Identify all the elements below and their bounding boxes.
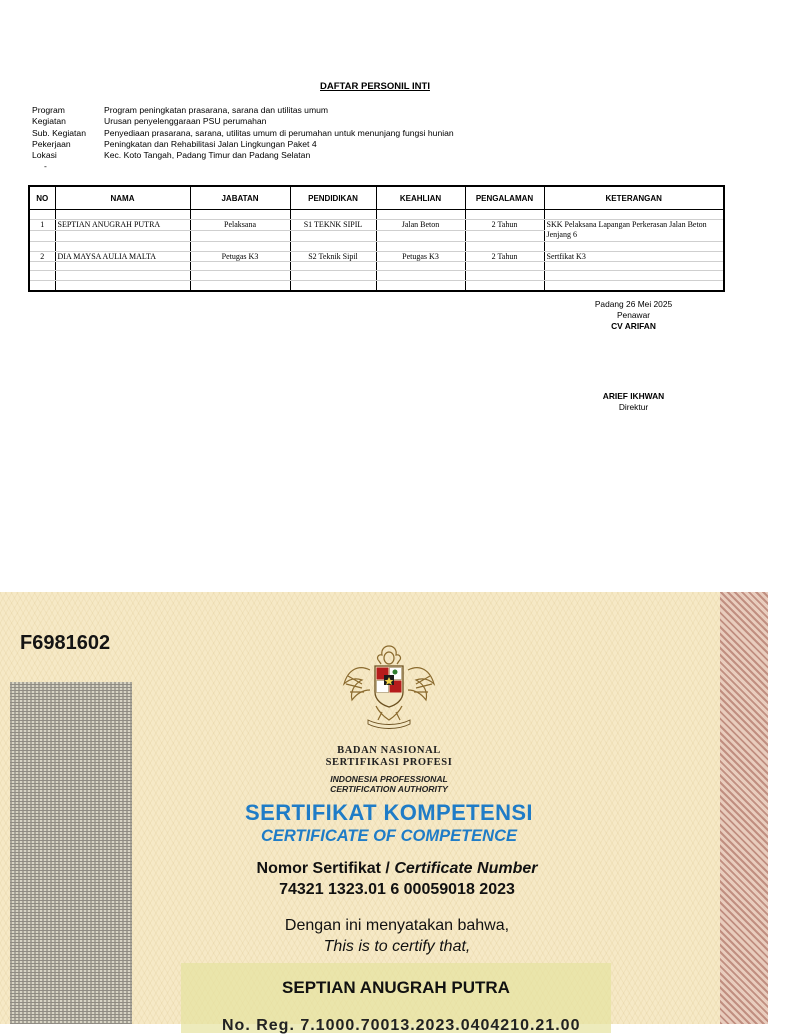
signer-name: ARIEF IKHWAN bbox=[602, 391, 665, 401]
table-row bbox=[29, 219, 724, 230]
table-row bbox=[29, 251, 724, 261]
cell-pendidikan: S1 TEKNK SIPIL bbox=[290, 219, 376, 230]
signer-block bbox=[570, 391, 697, 413]
info-label: Kegiatan bbox=[32, 116, 66, 127]
agency-line-1: BADAN NASIONAL bbox=[337, 745, 441, 756]
table-row-spacer bbox=[29, 241, 724, 251]
agency-line-2: SERTIFIKASI PROFESI bbox=[325, 757, 453, 768]
cell-keterangan: Sertfikat K3 bbox=[544, 251, 724, 261]
project-info bbox=[32, 105, 454, 161]
info-value: Urusan penyelenggaraan PSU perumahan bbox=[104, 116, 267, 127]
agency-en-line-2: CERTIFICATION AUTHORITY bbox=[330, 784, 448, 794]
registration-number: No. Reg. 7.1000.70013.2023.0404210.21.00 bbox=[222, 1017, 581, 1034]
agency-name bbox=[0, 745, 778, 769]
personnel-table bbox=[28, 185, 725, 292]
cell-jabatan: Pelaksana bbox=[190, 219, 290, 230]
signer-title: Direktur bbox=[618, 402, 649, 413]
info-label: Sub. Kegiatan bbox=[32, 127, 86, 138]
info-dash: - bbox=[44, 161, 47, 171]
cell-pengalaman: 2 Tahun bbox=[465, 219, 544, 230]
cell-keahlian: Petugas K3 bbox=[376, 251, 465, 261]
holder-name: SEPTIAN ANUGRAH PUTRA bbox=[282, 978, 510, 997]
info-value: Peningkatan dan Rehabilitasi Jalan Lingkungan Paket 4 bbox=[104, 138, 317, 149]
number-label-id: Nomor Sertifikat / bbox=[256, 860, 395, 877]
table-row-spacer bbox=[29, 210, 724, 220]
signature-role: Penawar bbox=[616, 310, 651, 321]
certificate-title: SERTIFIKAT KOMPETENSI bbox=[245, 800, 533, 825]
cell-keterangan: SKK Pelaksana Lapangan Perkerasan Jalan Beton Jenjang 6 bbox=[544, 219, 724, 241]
number-label-en: Certificate Number bbox=[394, 860, 538, 877]
agency-en-line-1: INDONESIA PROFESSIONAL bbox=[330, 774, 448, 784]
signature-block bbox=[570, 299, 697, 333]
header-nama: NAMA bbox=[55, 186, 190, 210]
cell-pendidikan: S2 Teknik Sipil bbox=[290, 251, 376, 261]
info-label: Pekerjaan bbox=[32, 138, 71, 149]
cell-nama: DIA MAYSA AULIA MALTA bbox=[55, 251, 190, 261]
cell-pengalaman: 2 Tahun bbox=[465, 251, 544, 261]
place-date: Padang 26 Mei 2025 bbox=[594, 299, 673, 309]
certify-statement-id: Dengan ini menyatakan bahwa, bbox=[284, 917, 510, 934]
cell-jabatan: Petugas K3 bbox=[190, 251, 290, 261]
header-jabatan: JABATAN bbox=[190, 186, 290, 210]
info-row-kegiatan bbox=[32, 116, 454, 127]
cell-no: 2 bbox=[29, 251, 55, 261]
info-value: Kec. Koto Tangah, Padang Timur dan Padang Selatan bbox=[104, 150, 311, 161]
microtext-border-left bbox=[10, 682, 132, 1024]
header-keterangan: KETERANGAN bbox=[544, 186, 724, 210]
info-row-lokasi bbox=[32, 150, 454, 161]
table-row-spacer bbox=[29, 261, 724, 271]
agency-name-en bbox=[0, 774, 778, 794]
info-row-pekerjaan bbox=[32, 139, 454, 150]
header-keahlian: KEAHLIAN bbox=[376, 186, 465, 210]
info-row-program bbox=[32, 105, 454, 116]
certificate-number-label bbox=[0, 860, 794, 878]
certificate-subtitle: CERTIFICATE OF COMPETENCE bbox=[260, 827, 518, 845]
certify-statement-en: This is to certify that, bbox=[323, 938, 471, 955]
company-name: CV ARIFAN bbox=[611, 321, 656, 332]
header-pengalaman: PENGALAMAN bbox=[465, 186, 544, 210]
header-pendidikan: PENDIDIKAN bbox=[290, 186, 376, 210]
info-value: Penyediaan prasarana, sarana, utilitas umum di perumahan untuk menunjang fungsi hunian bbox=[104, 127, 454, 138]
info-label: Program bbox=[32, 105, 65, 115]
document-title: DAFTAR PERSONIL INTI bbox=[320, 81, 430, 92]
header-no: NO bbox=[29, 186, 55, 210]
table-header-row bbox=[29, 186, 724, 210]
table-row-spacer bbox=[29, 271, 724, 281]
cell-nama: SEPTIAN ANUGRAH PUTRA bbox=[55, 219, 190, 230]
info-label: Lokasi bbox=[32, 150, 57, 161]
certificate-page bbox=[0, 592, 768, 1034]
info-value: Program peningkatan prasarana, sarana dan utilitas umum bbox=[104, 105, 329, 115]
certificate-serial: F6981602 bbox=[20, 632, 111, 654]
garuda-emblem-icon bbox=[340, 640, 438, 732]
certificate-number: 74321 1323.01 6 00059018 2023 bbox=[279, 881, 515, 898]
table-row-spacer bbox=[29, 281, 724, 291]
cell-no: 1 bbox=[29, 219, 55, 230]
info-row-sub-kegiatan bbox=[32, 128, 454, 139]
cell-keahlian: Jalan Beton bbox=[376, 219, 465, 230]
